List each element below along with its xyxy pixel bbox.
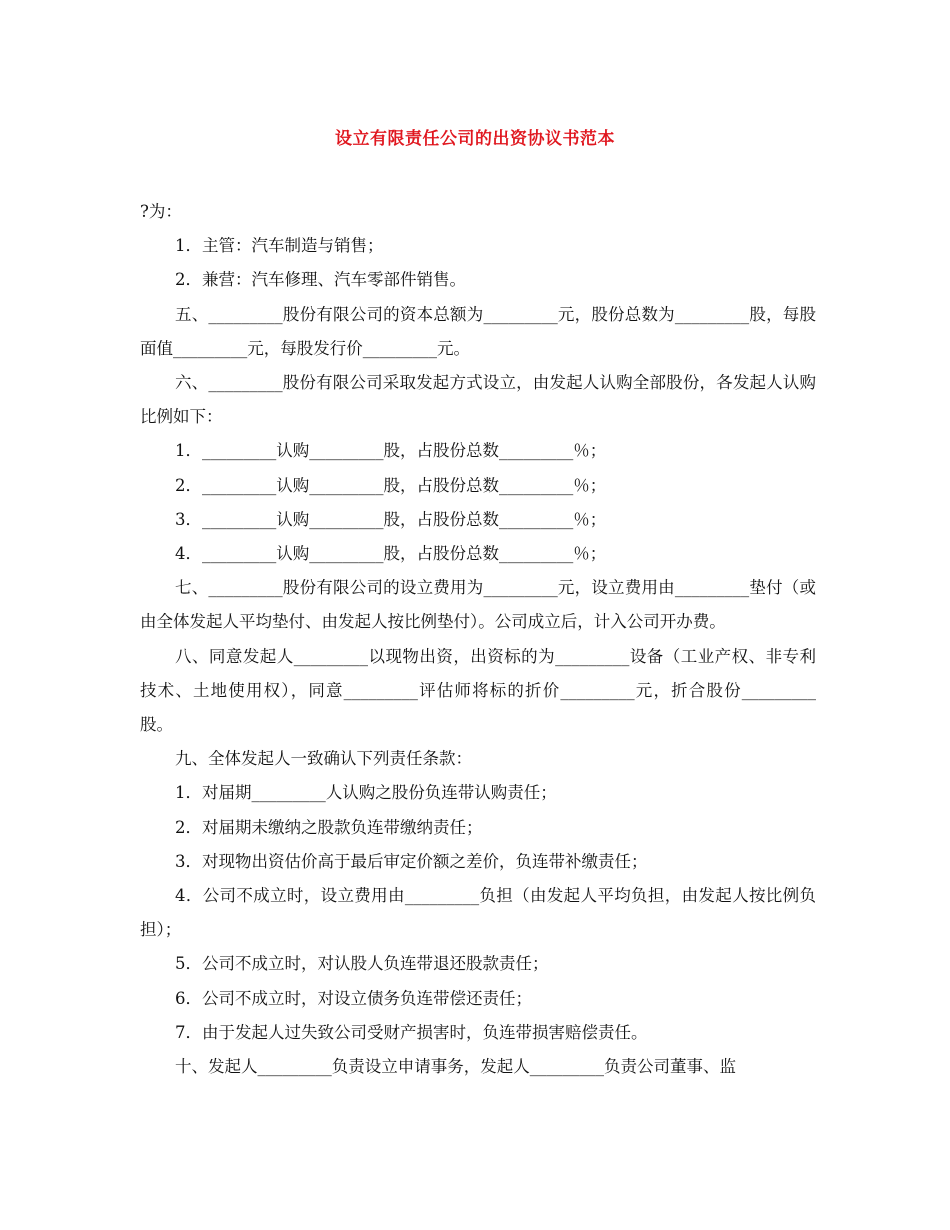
subscription-item-4: 4．_________认购_________股，占股份总数_________％； [175, 544, 607, 564]
document-body [140, 195, 816, 1084]
liability-item-1: 1．对届期_________人认购之股份负连带认购责任； [175, 783, 557, 803]
paragraph-intro: ?为： [140, 202, 182, 221]
document-title: 设立有限责任公司的出资协议书范本 [335, 129, 615, 149]
paragraph-article-10: 十、发起人_________负责设立申请事务，发起人_________负责公司董事、监 [175, 1057, 736, 1077]
liability-item-4: 4．公司不成立时，设立费用由_________负担（由发起人平均负担，由发起人按比例负担）； [140, 886, 816, 940]
subscription-item-3: 3．_________认购_________股，占股份总数_________％； [175, 509, 607, 529]
liability-item-5: 5．公司不成立时，对认股人负连带退还股款责任； [175, 954, 549, 974]
liability-item-2: 2．对届期未缴纳之股款负连带缴纳责任； [175, 817, 483, 837]
paragraph-side-business: 2．兼营：汽车修理、汽车零部件销售。 [175, 270, 466, 290]
subscription-item-1: 1．_________认购_________股，占股份总数_________％； [175, 441, 607, 461]
liability-item-3: 3．对现物出资估价高于最后审定价额之差价，负连带补缴责任； [175, 851, 648, 871]
paragraph-article-8: 八、同意发起人_________以现物出资，出资标的为_________设备（工业产权、非专利技术、土地使用权），同意_________评估师将标的折价_________元，折合股份_________股。 [140, 646, 816, 735]
paragraph-main-business: 1．主管：汽车制造与销售； [175, 236, 384, 256]
liability-item-6: 6．公司不成立时，对设立债务负连带偿还责任； [175, 988, 532, 1008]
paragraph-article-6: 六、_________股份有限公司采取发起方式设立，由发起人认购全部股份，各发起人认购比例如下： [140, 373, 816, 427]
paragraph-article-5: 五、_________股份有限公司的资本总额为_________元，股份总数为_________股，每股面值_________元，每股发行价_________元。 [140, 304, 816, 358]
paragraph-article-9: 九、全体发起人一致确认下列责任条款： [175, 749, 472, 769]
paragraph-article-7: 七、_________股份有限公司的设立费用为_________元，设立费用由_________垫付（或由全体发起人平均垫付、由发起人按比例垫付）。公司成立后，计入公司开办费。 [140, 578, 816, 632]
liability-item-7: 7．由于发起人过失致公司受财产损害时，负连带损害赔偿责任。 [175, 1022, 648, 1042]
subscription-item-2: 2．_________认购_________股，占股份总数_________％； [175, 475, 607, 495]
